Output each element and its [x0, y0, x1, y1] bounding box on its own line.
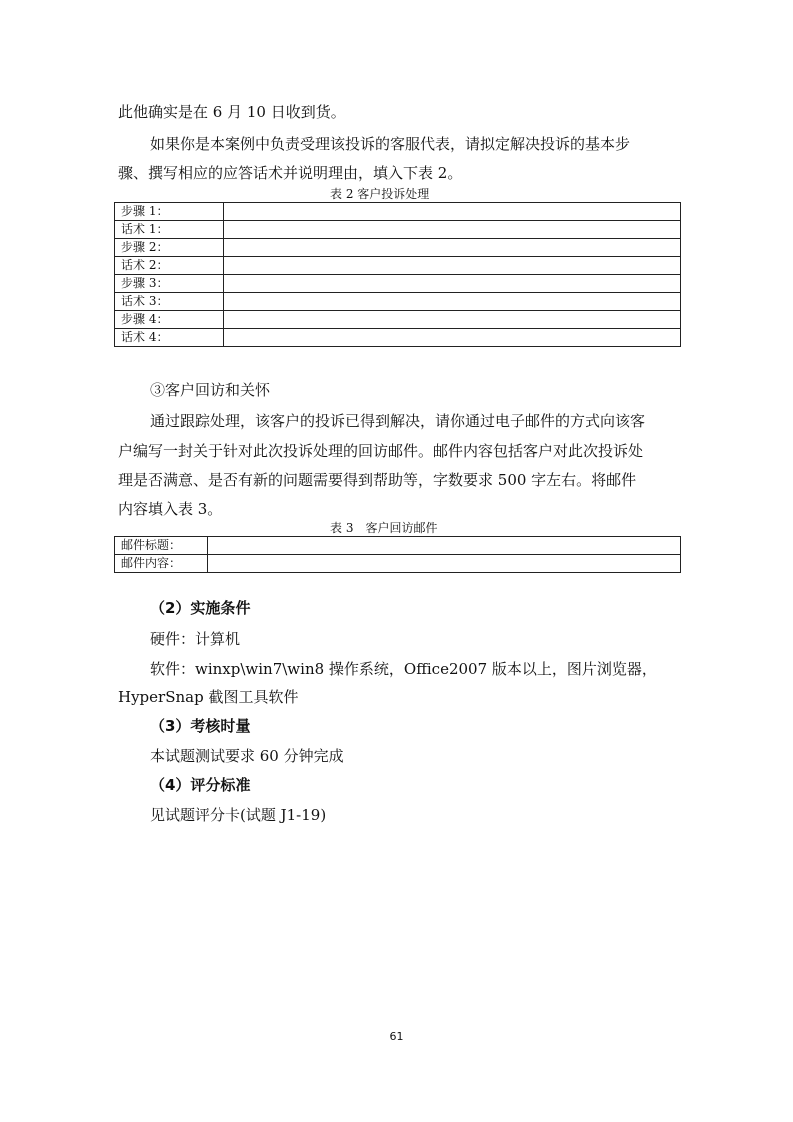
- row-label: 邮件标题：: [115, 537, 208, 555]
- row-value[interactable]: [224, 293, 681, 311]
- row-value[interactable]: [224, 275, 681, 293]
- row-label: 步骤 3：: [115, 275, 224, 293]
- table-row: [115, 329, 681, 347]
- paragraph-line: 硬件：计算机: [150, 630, 241, 648]
- row-label: 话术 4：: [115, 329, 224, 347]
- table2-caption: 表 2 客户投诉处理: [330, 187, 430, 201]
- table-row: [115, 293, 681, 311]
- row-label: 话术 1：: [115, 221, 224, 239]
- row-label: 步骤 2：: [115, 239, 224, 257]
- row-value[interactable]: [208, 537, 681, 555]
- row-value[interactable]: [224, 329, 681, 347]
- table-row: [115, 537, 681, 555]
- paragraph-line: 见试题评分卡(试题 J1-19): [150, 806, 327, 824]
- table3-caption: 表 3 客户回访邮件: [330, 521, 438, 535]
- paragraph-line: 此他确实是在 6 月 10 日收到货。: [118, 103, 346, 121]
- row-value[interactable]: [224, 221, 681, 239]
- section-heading: （3）考核时量: [150, 717, 251, 735]
- table-row: [115, 311, 681, 329]
- paragraph-line: 软件：winxp\win7\win8 操作系统，Office2007 版本以上，图片浏览器，: [150, 660, 657, 678]
- table-row: [115, 275, 681, 293]
- table-row: [115, 555, 681, 573]
- paragraph-line: 本试题测试要求 60 分钟完成: [150, 747, 344, 765]
- section-heading: （4）评分标准: [150, 776, 251, 794]
- row-label: 话术 2：: [115, 257, 224, 275]
- paragraph-line: 骤、撰写相应的应答话术并说明理由，填入下表 2。: [118, 164, 463, 182]
- follow-up-email-table: [114, 536, 681, 573]
- section-heading: ③客户回访和关怀: [150, 381, 271, 399]
- row-label: 步骤 4：: [115, 311, 224, 329]
- row-value[interactable]: [208, 555, 681, 573]
- paragraph-line: 户编写一封关于针对此次投诉处理的回访邮件。邮件内容包括客户对此次投诉处: [118, 442, 644, 460]
- row-value[interactable]: [224, 311, 681, 329]
- page-number: 61: [389, 1030, 404, 1043]
- table-row: [115, 221, 681, 239]
- table-row: [115, 203, 681, 221]
- complaint-handling-table: [114, 202, 681, 347]
- row-label: 步骤 1：: [115, 203, 224, 221]
- row-value[interactable]: [224, 239, 681, 257]
- row-value[interactable]: [224, 257, 681, 275]
- paragraph-line: 如果你是本案例中负责受理该投诉的客服代表，请拟定解决投诉的基本步: [150, 135, 631, 153]
- table-row: [115, 257, 681, 275]
- row-label: 邮件内容：: [115, 555, 208, 573]
- paragraph-line: HyperSnap 截图工具软件: [118, 688, 299, 706]
- section-heading: （2）实施条件: [150, 599, 251, 617]
- table-row: [115, 239, 681, 257]
- paragraph-line: 理是否满意、是否有新的问题需要得到帮助等，字数要求 500 字左右。将邮件: [118, 471, 637, 489]
- paragraph-line: 通过跟踪处理，该客户的投诉已得到解决，请你通过电子邮件的方式向该客: [150, 412, 646, 430]
- paragraph-line: 内容填入表 3。: [118, 500, 223, 518]
- row-label: 话术 3：: [115, 293, 224, 311]
- row-value[interactable]: [224, 203, 681, 221]
